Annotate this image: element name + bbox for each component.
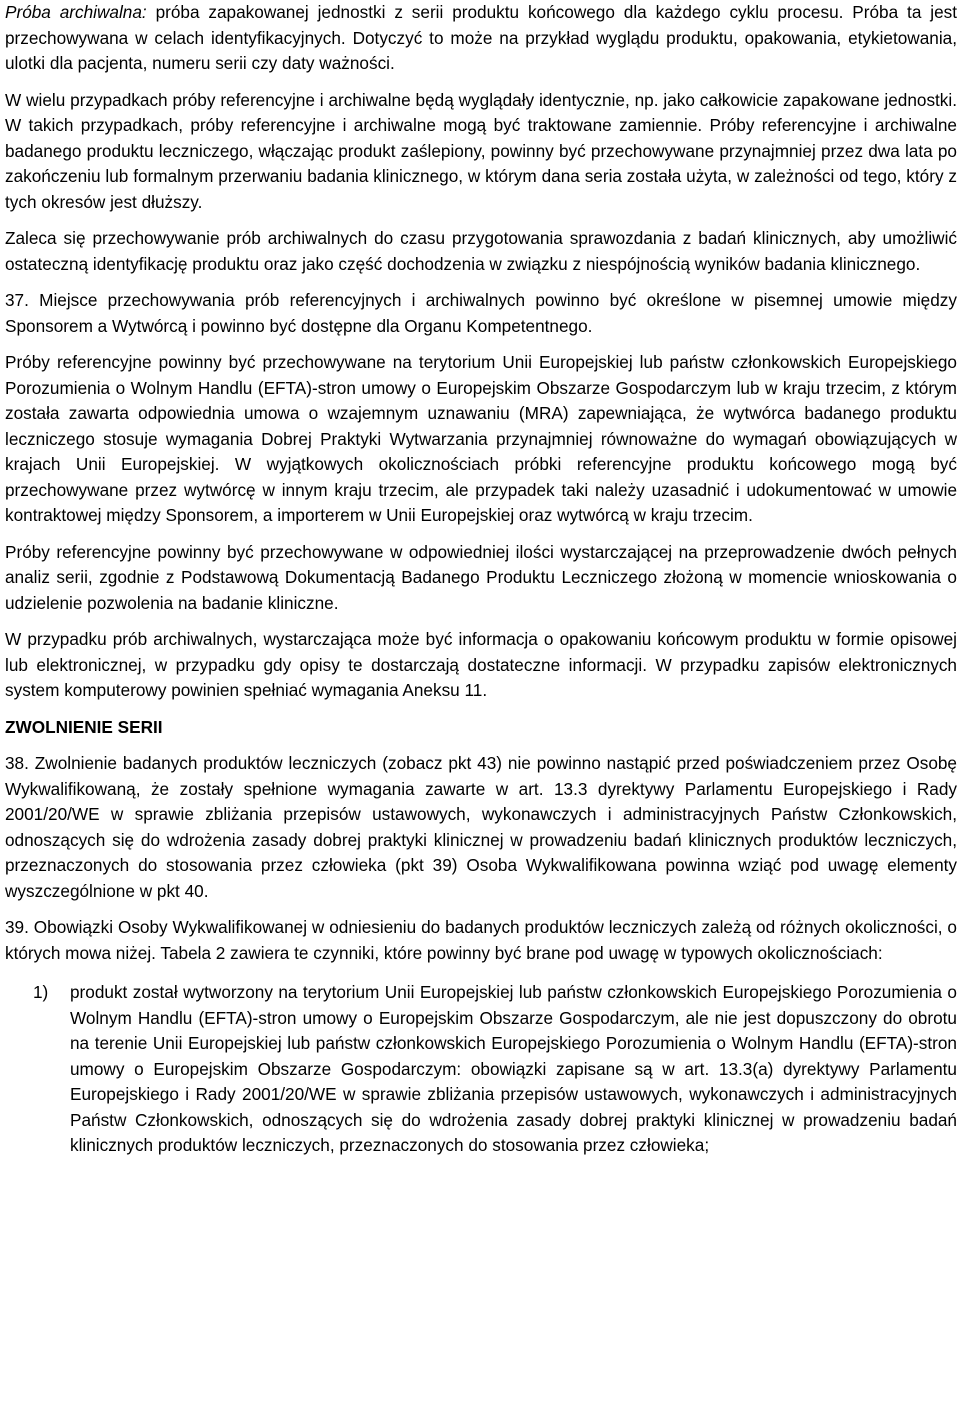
definition-text: próba zapakowanej jednostki z serii produktu końcowego dla każdego cyklu procesu. Próba ta jest przechowywana w celach identyfikacyjnych. Dotyczyć to może na przykład wyglądu produktu, opakowania, etykietowania, ulotki dla pacjenta, numeru serii czy daty ważności. bbox=[5, 2, 957, 73]
paragraph-38-batch-release: 38. Zwolnienie badanych produktów leczniczych (zobacz pkt 43) nie powinno nastąpić przed poświadczeniem przez Osobę Wykwalifikowaną, że zostały spełnione wymagania zawarte w art. 13.3 dyrektywy Parlamentu Europejskiego i Rady 2001/20/WE w sprawie zbliżania przepisów ustawowych, wykonawczych i administracyjnych Państw Członkowskich, odnoszących się do wdrożenia zasady dobrej praktyki klinicznej w prowadzeniu badań klinicznych produktów leczniczych, przeznaczonych do stosowania przez człowieka (pkt 39) Osoba Wykwalifikowana powinna wziąć pod uwagę elementy wyszczególnione w pkt 40. bbox=[5, 753, 957, 901]
section-heading-batch-release: ZWOLNIENIE SERII bbox=[5, 716, 163, 737]
paragraph-reference-sample-territory: Próby referencyjne powinny być przechowywane na terytorium Unii Europejskiej lub państw członkowskich Europejskiego Porozumienia o Wolnym Handlu (EFTA)-stron umowy o Europejskim Obszarze Gospodarczym lub w kraju trzecim, z którym została zawarta odpowiednia umowa o wzajemnym uznawaniu (MRA) zapewniająca, że wytwórca badanego produktu leczniczego stosuje wymagania Dobrej Praktyki Wytwarzania przynajmniej równoważne do wymagań obowiązujących w krajach Unii Europejskiej. W wyjątkowych okolicznościach próbki referencyjne produktu końcowego mogą być przechowywane przez wytwórcę w innym kraju trzecim, ale przypadek taki należy uzasadnić i udokumentować w umowie kontraktowej między Sponsorem, a importerem w Unii Europejskiej oraz wytwórcą w kraju trzecim. bbox=[5, 352, 957, 525]
paragraph-37-storage-location: 37. Miejsce przechowywania prób referencyjnych i archiwalnych powinno być określone w pisemnej umowie między Sponsorem a Wytwórcą i powinno być dostępne dla Organu Kompetentnego. bbox=[5, 290, 957, 336]
list-item bbox=[5, 980, 957, 1159]
paragraph-39-qp-duties: 39. Obowiązki Osoby Wykwalifikowanej w odniesieniu do badanych produktów leczniczych zależą od różnych okoliczności, o których mowa niżej. Tabela 2 zawiera te czynniki, które powinny być brane pod uwagę w typowych okolicznościach: bbox=[5, 917, 957, 963]
paragraph-archival-storage-recommendation: Zaleca się przechowywanie prób archiwalnych do czasu przygotowania sprawozdania z badań klinicznych, aby umożliwić ostateczną identyfikację produktu oraz jako część dochodzenia w związku z niespójnością wyników badania klinicznego. bbox=[5, 228, 957, 274]
term-archival-sample: Próba archiwalna: bbox=[5, 2, 147, 22]
paragraph-archival-sample-definition bbox=[5, 0, 957, 77]
list-item-number: 1) bbox=[33, 982, 49, 1002]
circumstances-list bbox=[5, 980, 957, 1159]
list-item-text: produkt został wytworzony na terytorium Unii Europejskiej lub państw członkowskich Europejskiego Porozumienia o Wolnym Handlu (EFTA)-stron umowy o Europejskim Obszarze Gospodarczym, ale nie jest dopuszczony do obrotu na terenie Unii Europejskiej lub państw członkowskich Europejskiego Porozumienia o Wolnym Handlu (EFTA)-stron umowy o Europejskim Obszarze Gospodarczym: obowiązki zapisane są w art. 13.3(a) dyrektywy Parlamentu Europejskiego i Rady 2001/20/WE w sprawie zbliżania przepisów ustawowych, wykonawczych i administracyjnych Państw Członkowskich, odnoszących się do wdrożenia zasady dobrej praktyki klinicznej w prowadzeniu badań klinicznych produktów leczniczych, przeznaczonych do stosowania przez człowieka; bbox=[70, 982, 957, 1155]
paragraph-identical-samples: W wielu przypadkach próby referencyjne i archiwalne będą wyglądały identycznie, np. jako całkowicie zapakowane jednostki. W takich przypadkach, próby referencyjne i archiwalne mogą być traktowane zamiennie. Próby referencyjne i archiwalne badanego produktu leczniczego, włączając produkt zaślepiony, powinny być przechowywane przynajmniej przez dwa lata po zakończeniu lub formalnym przerwaniu badania klinicznego, w którym dana seria została użyta, w zależności od tego, który z tych okresów jest dłuższy. bbox=[5, 89, 957, 212]
paragraph-archival-electronic-info: W przypadku prób archiwalnych, wystarczająca może być informacja o opakowaniu końcowym produktu w formie opisowej lub elektronicznej, w przypadku gdy opisy te dostarczają dostateczne informacji. W przypadku zapisów elektronicznych system komputerowy powinien spełniać wymagania Aneksu 11. bbox=[5, 629, 957, 700]
paragraph-reference-sample-quantity: Próby referencyjne powinny być przechowywane w odpowiedniej ilości wystarczającej na przeprowadzenie dwóch pełnych analiz serii, zgodnie z Podstawową Dokumentacją Badanego Produktu Leczniczego złożoną w momencie wnioskowania o udzielenie pozwolenia na badanie kliniczne. bbox=[5, 541, 957, 613]
